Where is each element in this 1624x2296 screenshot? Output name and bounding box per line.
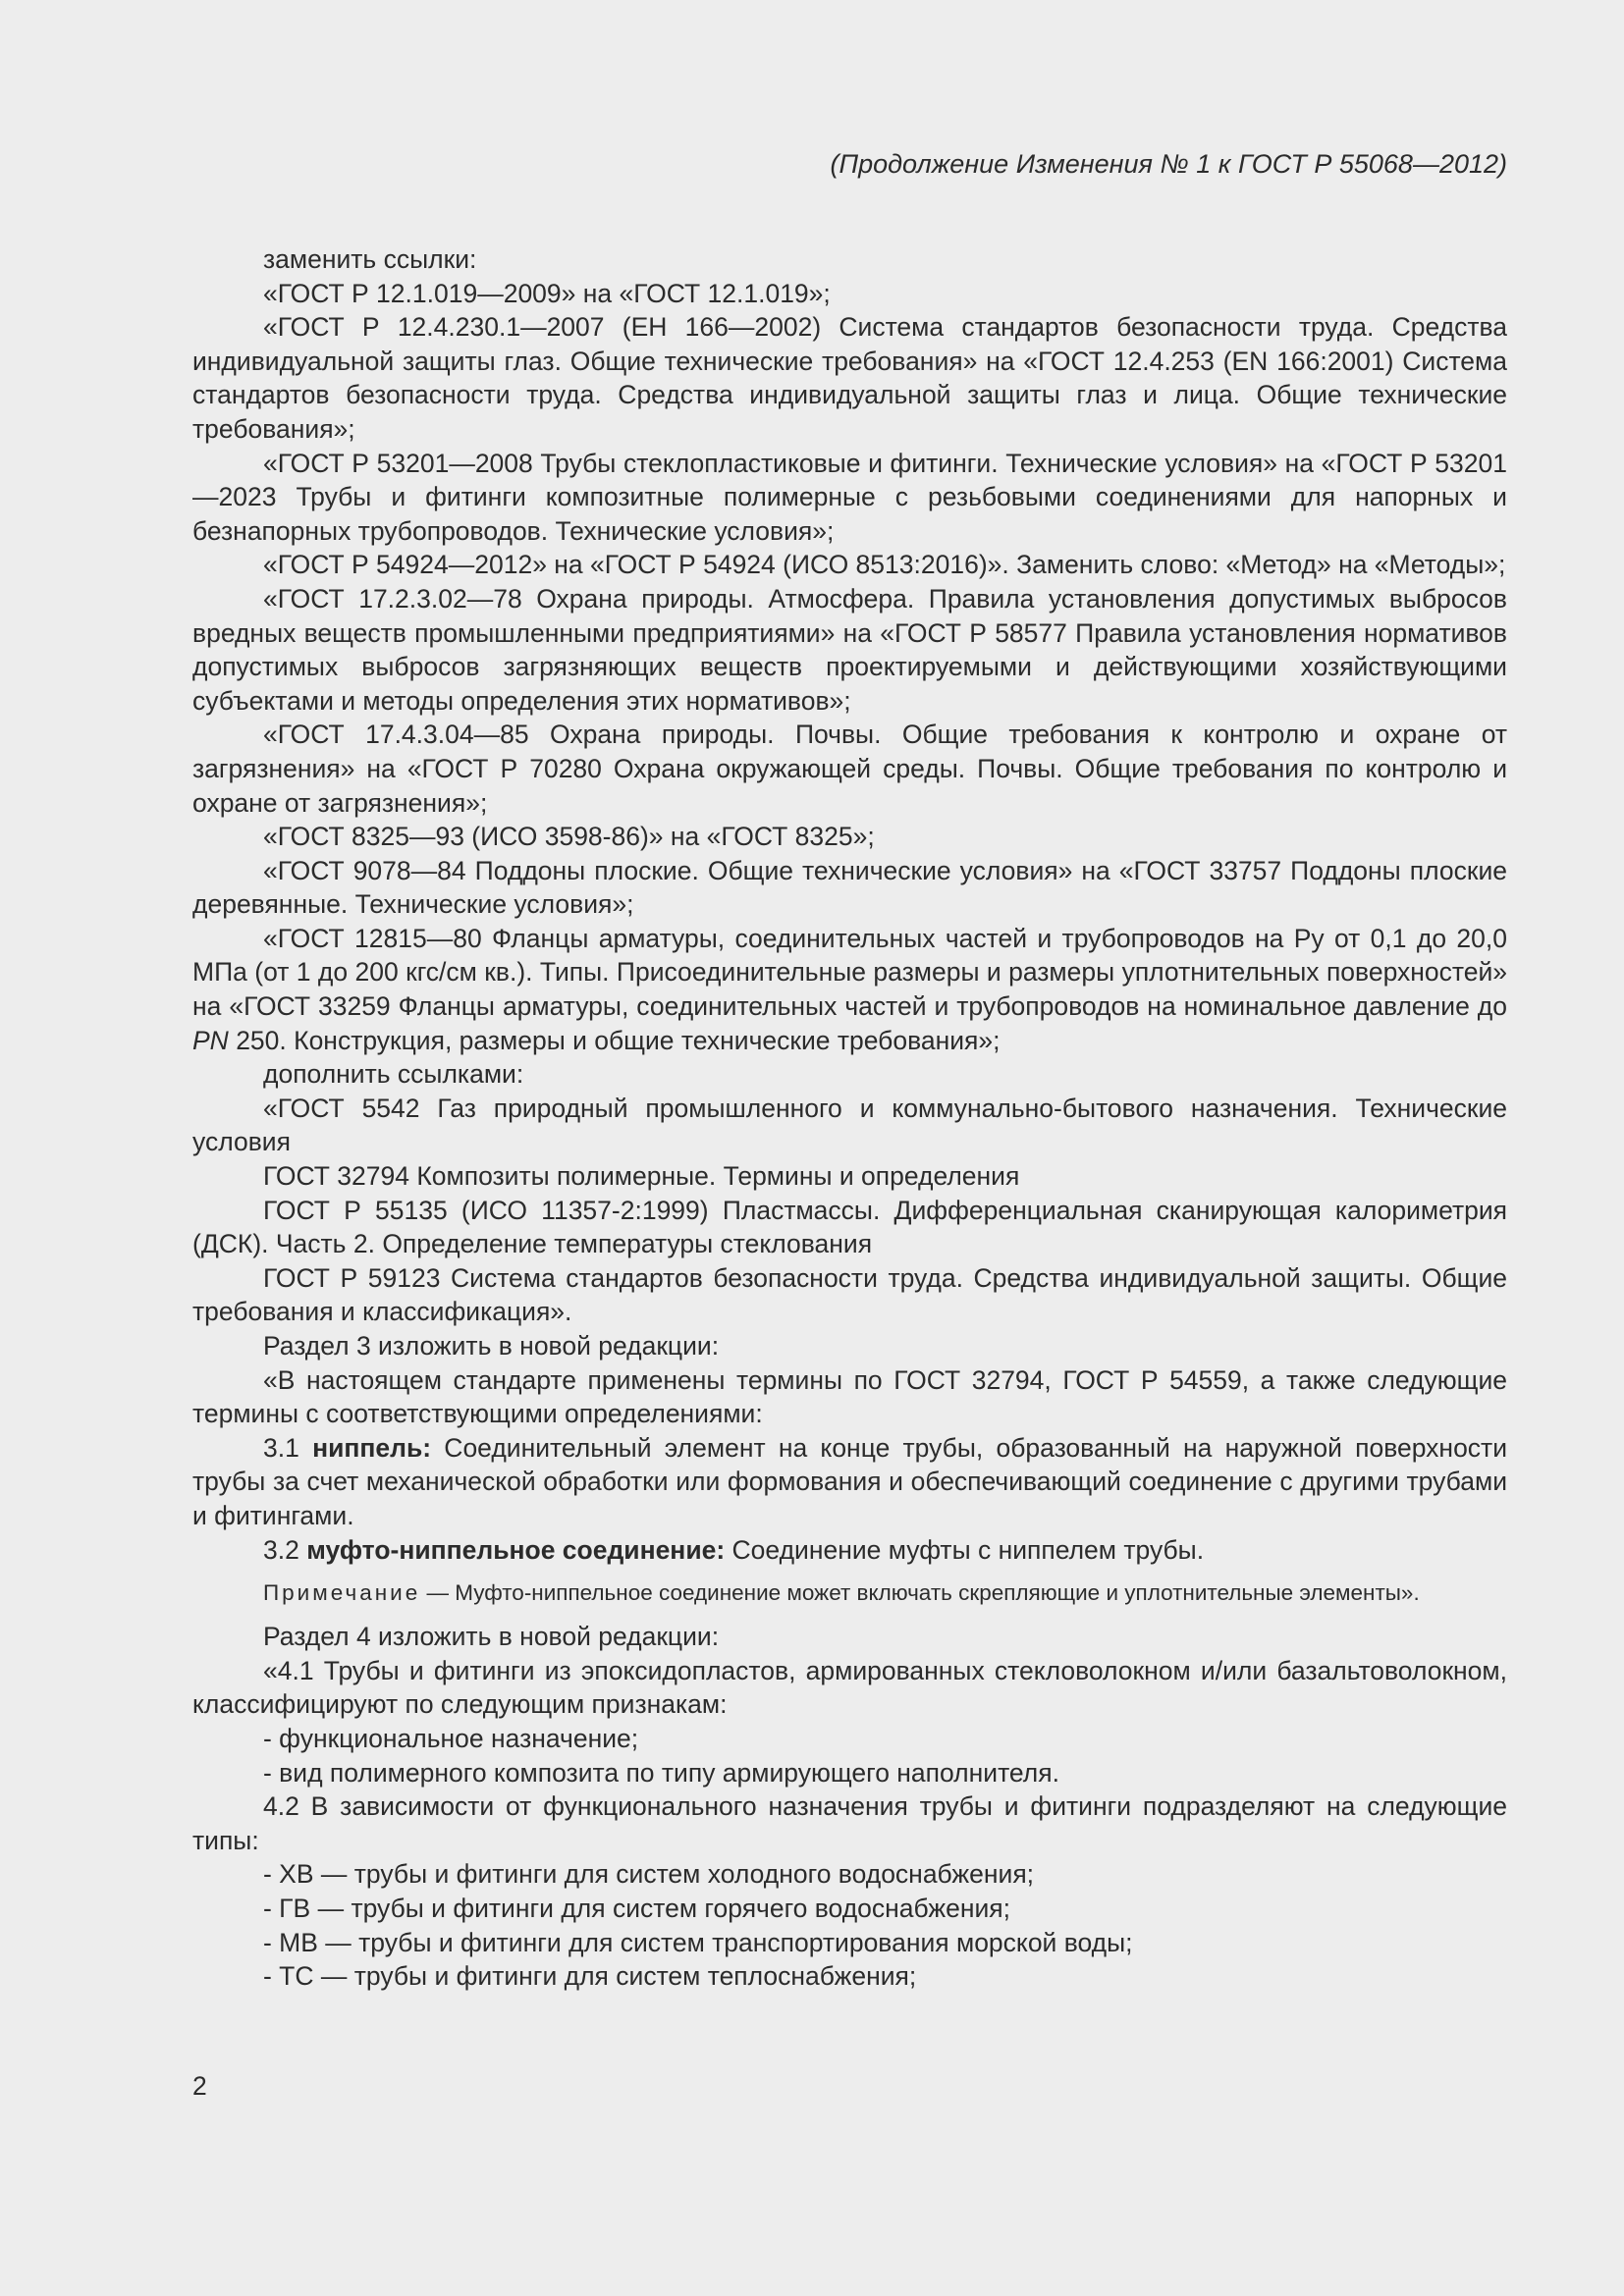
paragraph-text-end: 250. Конструкция, размеры и общие технические требования»; xyxy=(228,1025,1001,1055)
paragraph: «ГОСТ Р 12.4.230.1—2007 (ЕН 166—2002) Система стандартов безопасности труда. Средства индивидуальной защиты глаз. Общие технические требования» на «ГОСТ 12.4.253 (EN 166:2001) Система стандартов безопасности труда. Средства индивидуальной защиты глаз и лица. Общие технические требования»; xyxy=(192,312,1507,444)
italic-term: PN xyxy=(192,1025,229,1055)
paragraph: «4.1 Трубы и фитинги из эпоксидопластов, армированных стекловолокном и/или базальтоволокном, классифицируют по следующим признакам: xyxy=(192,1655,1507,1720)
paragraph: «В настоящем стандарте применены термины по ГОСТ 32794, ГОСТ Р 54559, а также следующие термины с соответствующими определениями: xyxy=(192,1364,1507,1429)
paragraph: «ГОСТ Р 54924—2012» на «ГОСТ Р 54924 (ИСО 8513:2016)». Заменить слово: «Метод» на «Методы»; xyxy=(263,550,1506,580)
term-number: 3.1 xyxy=(263,1432,313,1463)
definition: Соединительный элемент на конце трубы, образованный на наружной поверхности трубы за счет механической обработки или формования и обеспечивающий соединение с другими трубами и фитингами. xyxy=(192,1432,1507,1530)
list-item: - функциональное назначение; xyxy=(263,1723,639,1753)
paragraph: заменить ссылки: xyxy=(263,244,477,274)
paragraph: «ГОСТ 5542 Газ природный промышленного и коммунально-бытового назначения. Технические условия xyxy=(192,1093,1507,1157)
page-header: (Продолжение Изменения № 1 к ГОСТ Р 55068—2012) xyxy=(830,149,1507,179)
paragraph: «ГОСТ Р 12.1.019—2009» на «ГОСТ 12.1.019»; xyxy=(263,278,831,308)
paragraph: ГОСТ Р 55135 (ИСО 11357-2:1999) Пластмассы. Дифференциальная сканирующая калориметрия (ДСК). Часть 2. Определение температуры стеклования xyxy=(192,1195,1507,1259)
note-text: — Муфто-ниппельное соединение может включать скрепляющие и уплотнительные элементы». xyxy=(420,1580,1420,1606)
list-item: - ТС — трубы и фитинги для систем теплоснабжения; xyxy=(263,1961,917,1992)
list-item: - МВ — трубы и фитинги для систем транспортирования морской воды; xyxy=(263,1927,1133,1957)
note xyxy=(192,1578,1507,1608)
list-item: - ГВ — трубы и фитинги для систем горячего водоснабжения; xyxy=(263,1893,1011,1923)
term-definition xyxy=(192,1533,1507,1568)
paragraph: «ГОСТ 9078—84 Поддоны плоские. Общие технические условия» на «ГОСТ 33757 Поддоны плоские деревянные. Технические условия»; xyxy=(192,855,1507,920)
list-item: - ХВ — трубы и фитинги для систем холодного водоснабжения; xyxy=(263,1859,1035,1890)
term: ниппель: xyxy=(312,1432,432,1463)
page-number: 2 xyxy=(192,2071,207,2101)
paragraph: ГОСТ 32794 Композиты полимерные. Термины и определения xyxy=(263,1161,1020,1192)
paragraph xyxy=(192,922,1507,1057)
term-number: 3.2 xyxy=(263,1534,307,1565)
note-label: Примечание xyxy=(263,1580,421,1606)
paragraph: Раздел 3 изложить в новой редакции: xyxy=(263,1331,720,1361)
paragraph: 4.2 В зависимости от функционального назначения трубы и фитинги подразделяют на следующие типы: xyxy=(192,1791,1507,1855)
paragraph: «ГОСТ 17.2.3.02—78 Охрана природы. Атмосфера. Правила установления допустимых выбросов вредных веществ промышленными предприятиями» на «ГОСТ Р 58577 Правила установления нормативов допустимых выбросов загрязняющих веществ проектируемыми и действующими хозяйствующими субъектами и методы определения этих нормативов»; xyxy=(192,583,1507,716)
list-item: - вид полимерного композита по типу армирующего наполнителя. xyxy=(263,1757,1059,1788)
paragraph: «ГОСТ 8325—93 (ИСО 3598-86)» на «ГОСТ 8325»; xyxy=(263,822,875,852)
document-body xyxy=(192,242,1507,1994)
paragraph-text: «ГОСТ 12815—80 Фланцы арматуры, соединительных частей и трубопроводов на Ру от 0,1 до 20,0 МПа (от 1 до 200 кгс/см кв.). Типы. Присоединительные размеры и размеры уплотнительных поверхностей» на «ГОСТ 33259 Фланцы арматуры, соединительных частей и трубопроводов на номинальное давление до xyxy=(192,923,1507,1022)
paragraph: «ГОСТ Р 53201—2008 Трубы стеклопластиковые и фитинги. Технические условия» на «ГОСТ Р 53201—2023 Трубы и фитинги композитные полимерные с резьбовыми соединениями для напорных и безнапорных трубопроводов. Технические условия»; xyxy=(192,448,1507,546)
paragraph: Раздел 4 изложить в новой редакции: xyxy=(263,1622,720,1652)
paragraph: дополнить ссылками: xyxy=(263,1059,524,1090)
term: муфто-ниппельное соединение: xyxy=(306,1534,726,1565)
definition: Соединение муфты с ниппелем трубы. xyxy=(725,1534,1205,1565)
paragraph: «ГОСТ 17.4.3.04—85 Охрана природы. Почвы. Общие требования к контролю и охране от загрязнения» на «ГОСТ Р 70280 Охрана окружающей среды. Почвы. Общие требования по контролю и охране от загрязнения»; xyxy=(192,720,1507,818)
term-definition xyxy=(192,1431,1507,1533)
paragraph: ГОСТ Р 59123 Система стандартов безопасности труда. Средства индивидуальной защиты. Общие требования и классификация». xyxy=(192,1262,1507,1327)
